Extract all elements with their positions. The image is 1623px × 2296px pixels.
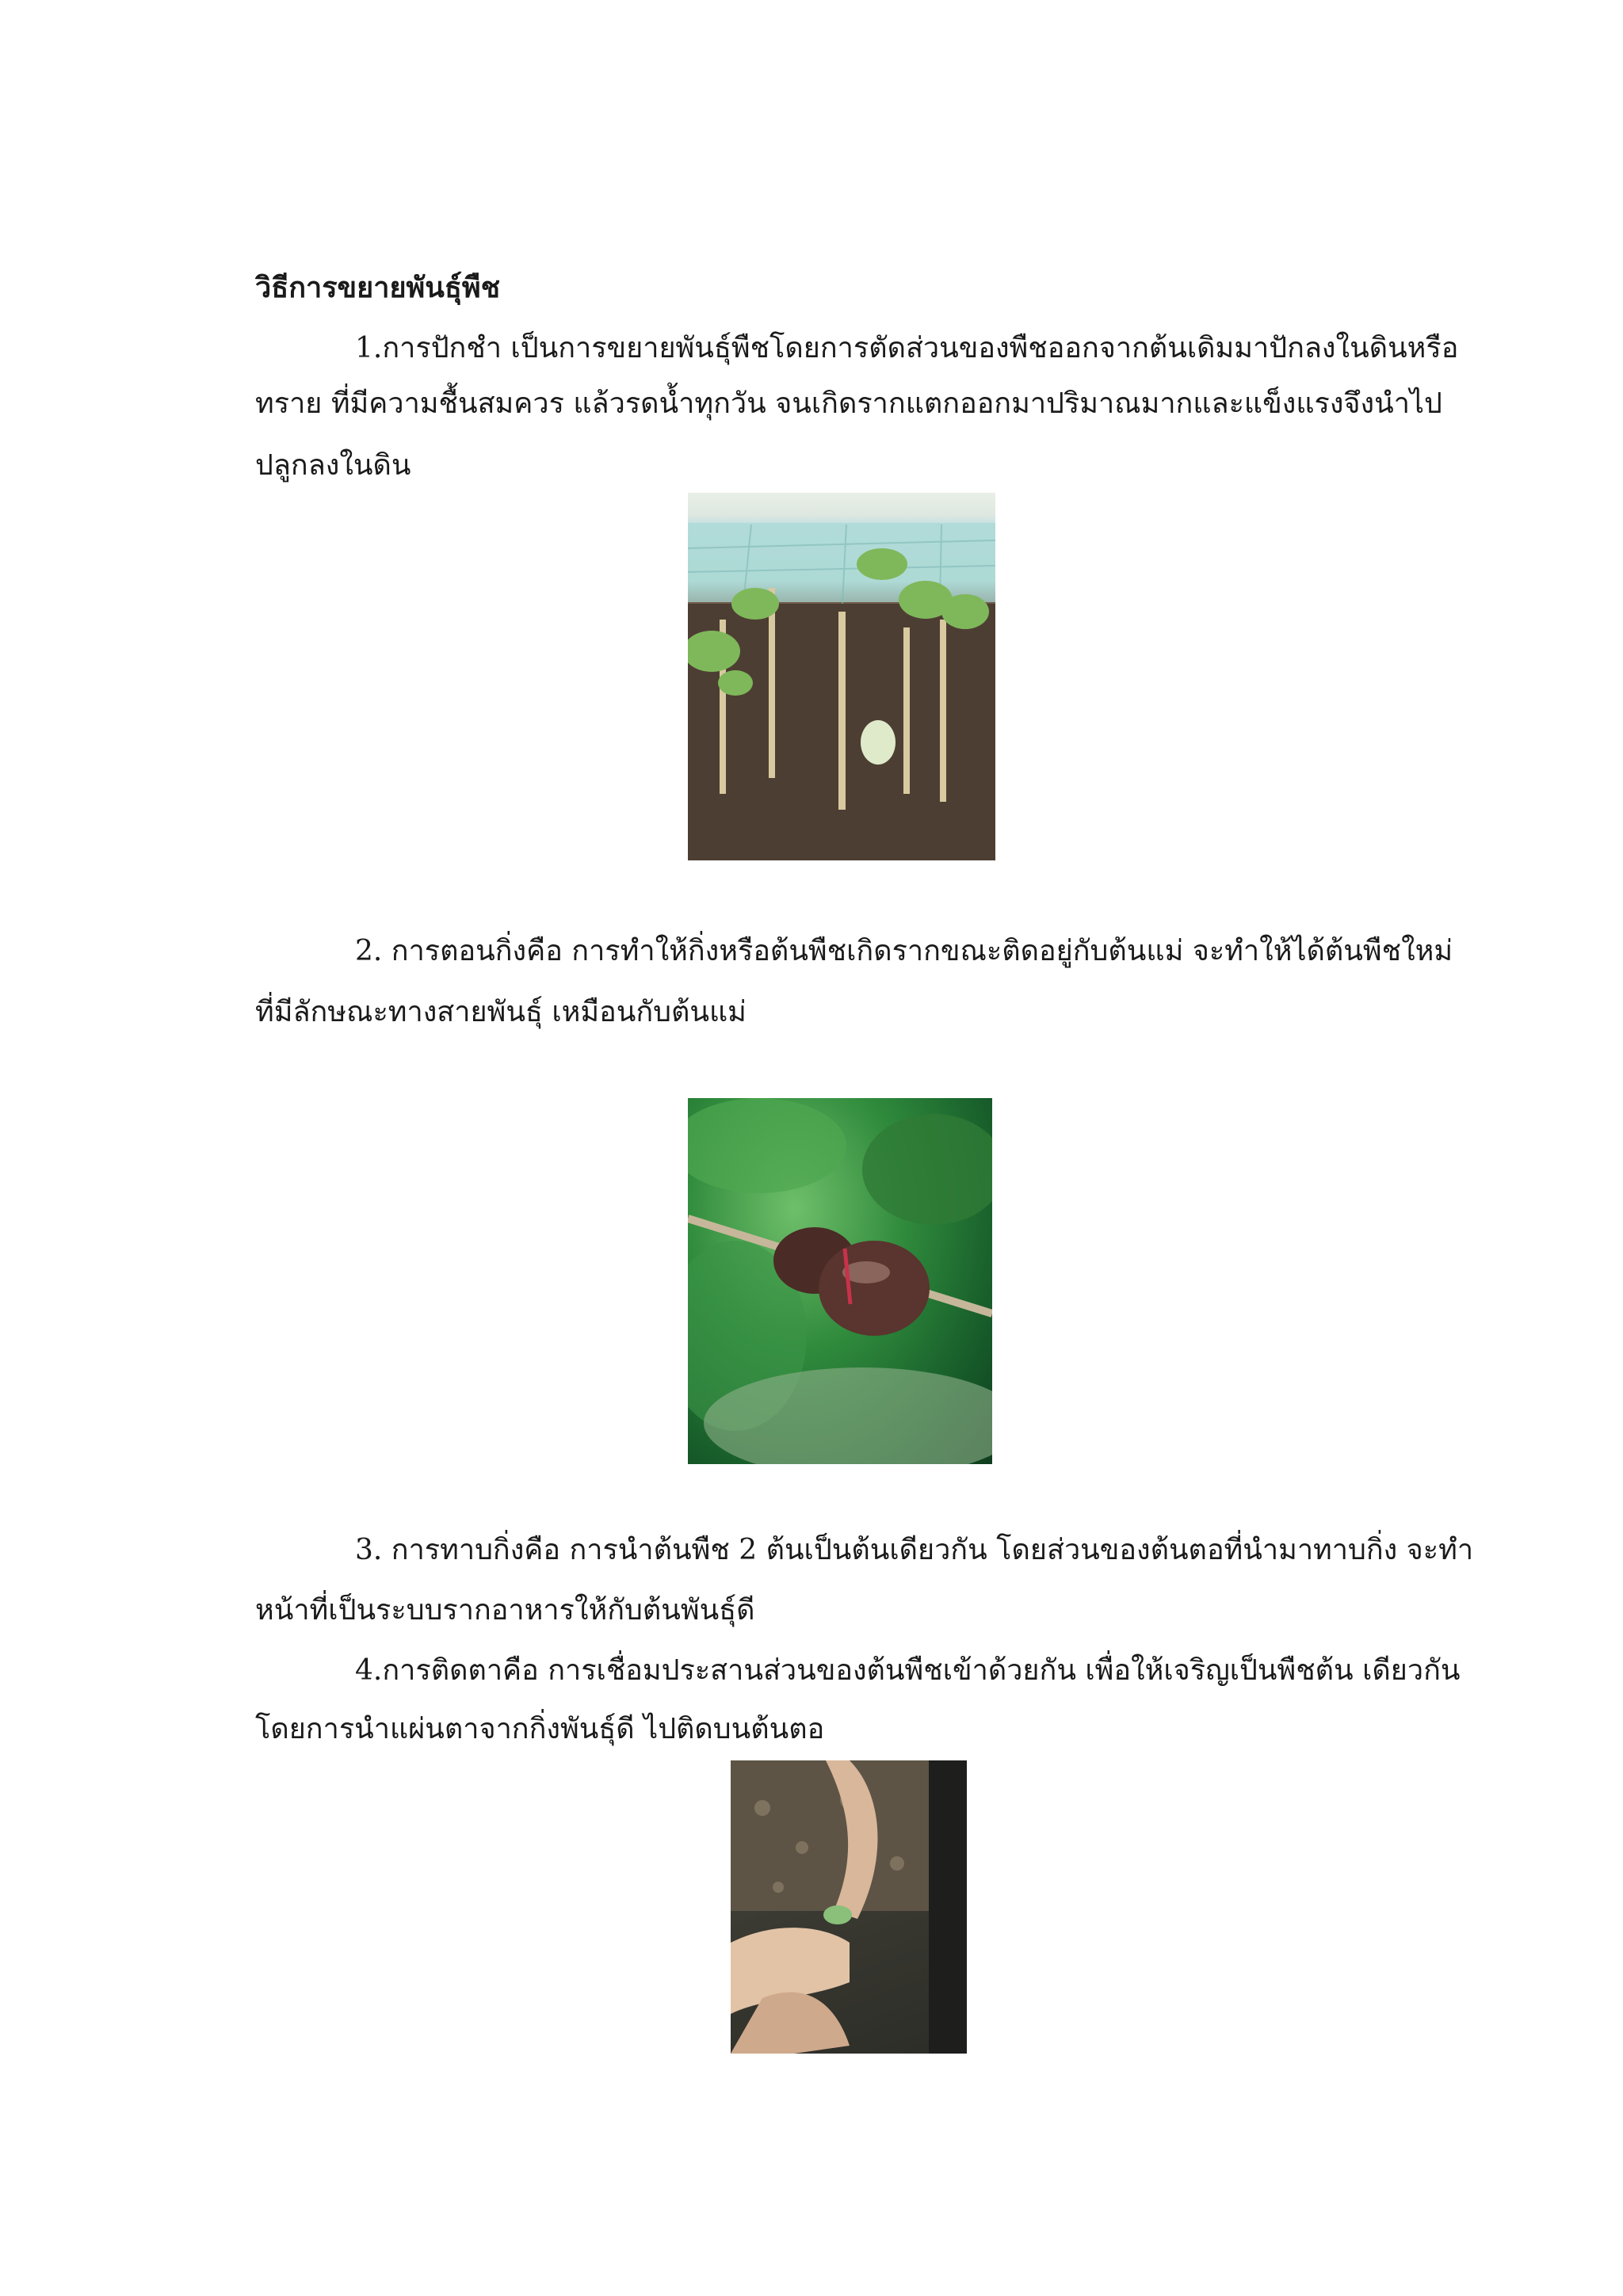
budding-illustration [731, 1760, 967, 2054]
section1-line2: ทราย ที่มีความชื้นสมควร แล้วรดน้ำทุกวัน จนเกิดรากแตกออกมาปริมาณมากและแข็งแรงจึงนำไป [255, 387, 1442, 420]
air-layering-photo [688, 1098, 992, 1464]
cuttings-illustration [688, 493, 995, 860]
section4-line1: 4.การติดตาคือ การเชื่อมประสานส่วนของต้นพืชเข้าด้วยกัน เพื่อให้เจริญเป็นพืชต้น เดียวกัน [355, 1654, 1461, 1687]
section3-line2: หน้าที่เป็นระบบรากอาหารให้กับต้นพันธุ์ดี [255, 1594, 755, 1627]
budding-photo [731, 1760, 967, 2054]
section3-line1: 3. การทาบกิ่งคือ การนำต้นพืช 2 ต้นเป็นต้นเดียวกัน โดยส่วนของต้นตอที่นำมาทาบกิ่ง จะทำ [355, 1534, 1474, 1566]
section2-line2: ที่มีลักษณะทางสายพันธุ์ เหมือนกับต้นแม่ [255, 996, 747, 1028]
cuttings-photo [688, 493, 995, 860]
section4-line2: โดยการนำแผ่นตาจากกิ่งพันธุ์ดี ไปติดบนต้นตอ [255, 1713, 825, 1745]
section1-line3: ปลูกลงในดิน [255, 449, 411, 482]
document-heading: วิธีการขยายพันธุ์พืช [255, 271, 501, 304]
section2-line1: 2. การตอนกิ่งคือ การทำให้กิ่งหรือต้นพืชเกิดรากขณะติดอยู่กับต้นแม่ จะทำให้ได้ต้นพืชใหม่ [355, 935, 1453, 967]
section1-line1: 1.การปักชำ เป็นการขยายพันธุ์พืชโดยการตัดส่วนของพืชออกจากต้นเดิมมาปักลงในดินหรือ [355, 332, 1459, 364]
air-layering-illustration [688, 1098, 992, 1464]
